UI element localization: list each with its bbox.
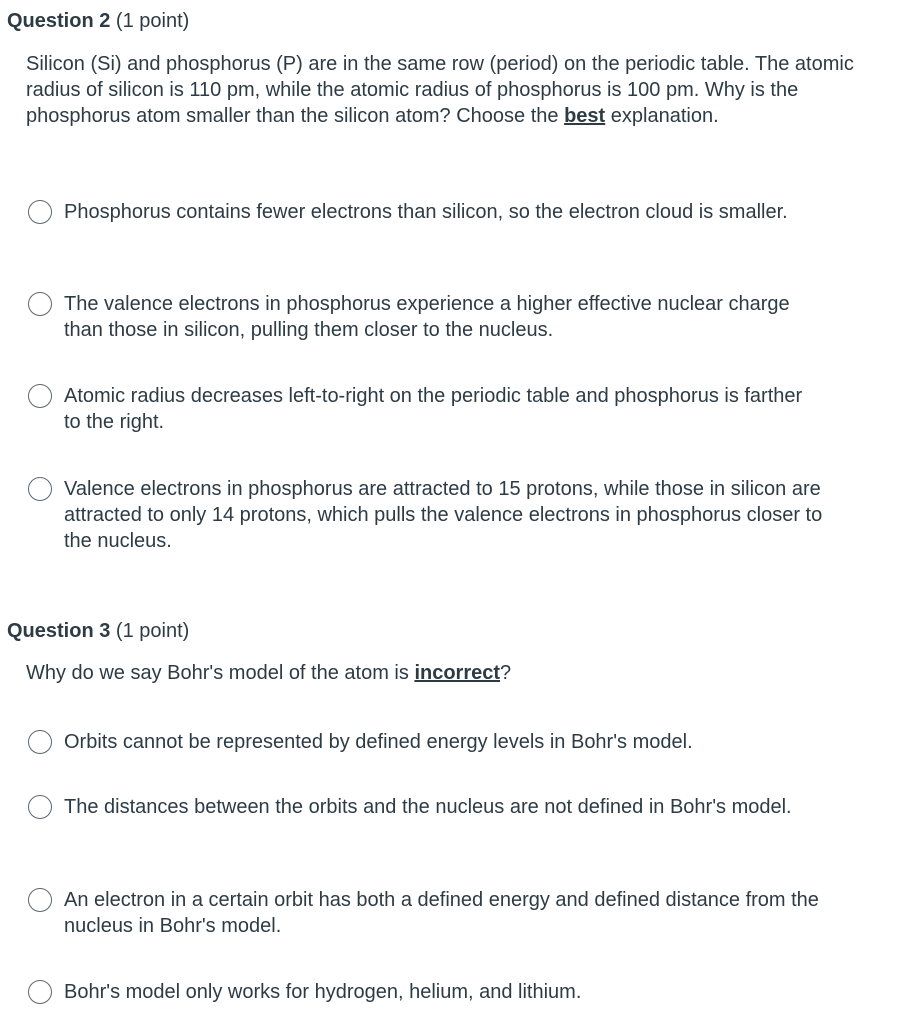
question-points: (1 point) [115, 620, 190, 642]
radio-button[interactable] [28, 795, 52, 819]
radio-button[interactable] [28, 200, 52, 224]
question-name: Question 3 [7, 620, 111, 642]
question-header [7, 618, 189, 644]
question-text [26, 51, 861, 129]
radio-button[interactable] [28, 888, 52, 912]
radio-button[interactable] [28, 730, 52, 754]
radio-button[interactable] [28, 292, 52, 316]
question-name: Question 2 [7, 10, 111, 32]
question-text-emphasis: best [564, 105, 606, 127]
answer-label: Atomic radius decreases left-to-right on the periodic table and phosphorus is farther to the right. [64, 385, 803, 433]
answer-label: An electron in a certain orbit has both a defined energy and defined distance from the nucleus in Bohr's model. [64, 889, 819, 937]
question-header [7, 8, 189, 34]
question-text [26, 660, 861, 686]
question-text-emphasis: incorrect [414, 662, 501, 684]
radio-button[interactable] [28, 384, 52, 408]
answer-label: The distances between the orbits and the nucleus are not defined in Bohr's model. [64, 796, 792, 818]
question-points: (1 point) [115, 10, 190, 32]
question-text-end: ? [500, 662, 512, 684]
answer-label: The valence electrons in phosphorus experience a higher effective nuclear charge than those in silicon, pulling them closer to the nucleus. [64, 293, 790, 341]
question-text-start: Silicon (Si) and phosphorus (P) are in the same row (period) on the periodic table. The atomic radius of silicon is 110 pm, while the atomic radius of phosphorus is 100 pm. Why is the phosphorus atom smaller than the silicon atom? Choose the [26, 53, 854, 127]
answer-label: Valence electrons in phosphorus are attracted to 15 protons, while those in silicon are attracted to only 14 protons, which pulls the valence electrons in phosphorus closer to the nucleus. [64, 478, 823, 552]
answer-label: Bohr's model only works for hydrogen, helium, and lithium. [64, 981, 582, 1003]
radio-button[interactable] [28, 980, 52, 1004]
answer-label: Phosphorus contains fewer electrons than silicon, so the electron cloud is smaller. [64, 201, 788, 223]
answer-label: Orbits cannot be represented by defined energy levels in Bohr's model. [64, 731, 693, 753]
question-text-start: Why do we say Bohr's model of the atom is [26, 662, 415, 684]
question-text-end: explanation. [605, 105, 719, 127]
radio-button[interactable] [28, 477, 52, 501]
